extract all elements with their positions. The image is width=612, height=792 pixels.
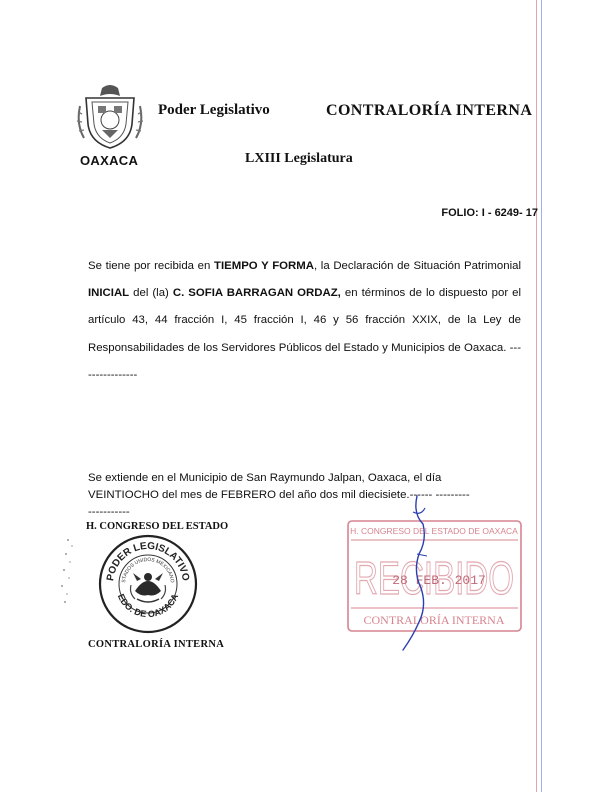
issuance-line: -----------	[88, 506, 130, 518]
stamp-footer: CONTRALORÍA INTERNA	[363, 613, 505, 627]
folio-number: FOLIO: I - 6249- 17	[441, 207, 538, 219]
body-text-part: Se tiene por recibida en	[88, 260, 214, 272]
margin-line-red	[536, 0, 537, 792]
issuance-line: VEINTIOCHO del mes de FEBRERO del año dos mil diecisiete.------ ---------	[88, 489, 470, 501]
poder-legislativo-seal	[97, 533, 199, 635]
contraloria-interna-footer: CONTRALORÍA INTERNA	[88, 639, 225, 650]
scan-noise-marks	[56, 536, 80, 606]
issuance-paragraph	[88, 470, 528, 521]
issuance-line: Se extiende en el Municipio de San Raymundo Jalpan, Oaxaca, el día	[88, 472, 442, 484]
oaxaca-coat-of-arms-logo	[76, 84, 144, 152]
body-text-part: del (la)	[129, 287, 173, 300]
handwritten-signature	[383, 494, 443, 654]
eagle-emblem-icon	[131, 573, 166, 602]
legislatura-heading: LXIII Legislatura	[245, 151, 353, 166]
svg-text:EDO. DE OAXACA	[116, 592, 181, 619]
contraloria-interna-heading: CONTRALORÍA INTERNA	[326, 102, 533, 119]
poder-legislativo-heading: Poder Legislativo	[158, 102, 270, 118]
declaration-type: INICIAL	[88, 287, 130, 300]
body-text-part: , la Declaración de Situación Patrimonial	[313, 260, 521, 272]
state-name-label: OAXACA	[80, 153, 139, 168]
declarant-name: C. SOFIA BARRAGAN ORDAZ,	[172, 287, 341, 300]
declaration-paragraph	[88, 253, 521, 389]
stamp-received-word: RECIBIDO	[354, 552, 514, 604]
margin-line-blue	[541, 0, 542, 792]
timing-highlight: TIEMPO Y FORMA	[214, 260, 314, 272]
stamp-date: 28 FEB. 2017	[392, 573, 486, 588]
congreso-del-estado-label: H. CONGRESO DEL ESTADO	[86, 521, 229, 532]
seal-bottom-text: EDO. DE OAXACA	[115, 592, 181, 620]
seal-inner-text: STADOS UNIDOS MEXICANO	[120, 556, 176, 584]
seal-top-text: PODER LEGISLATIVO	[105, 540, 191, 582]
stamp-header: H. CONGRESO DEL ESTADO DE OAXACA	[350, 526, 518, 536]
body-text-part: en términos de lo dispuesto por el artículo 43, 44 fracción I, 45 fracción I, 46 y 56 fracción XXIX, de la Ley de Responsabilidades de los Servidores Públicos del Estado y Municipios de Oaxaca. ----------------	[88, 287, 522, 381]
